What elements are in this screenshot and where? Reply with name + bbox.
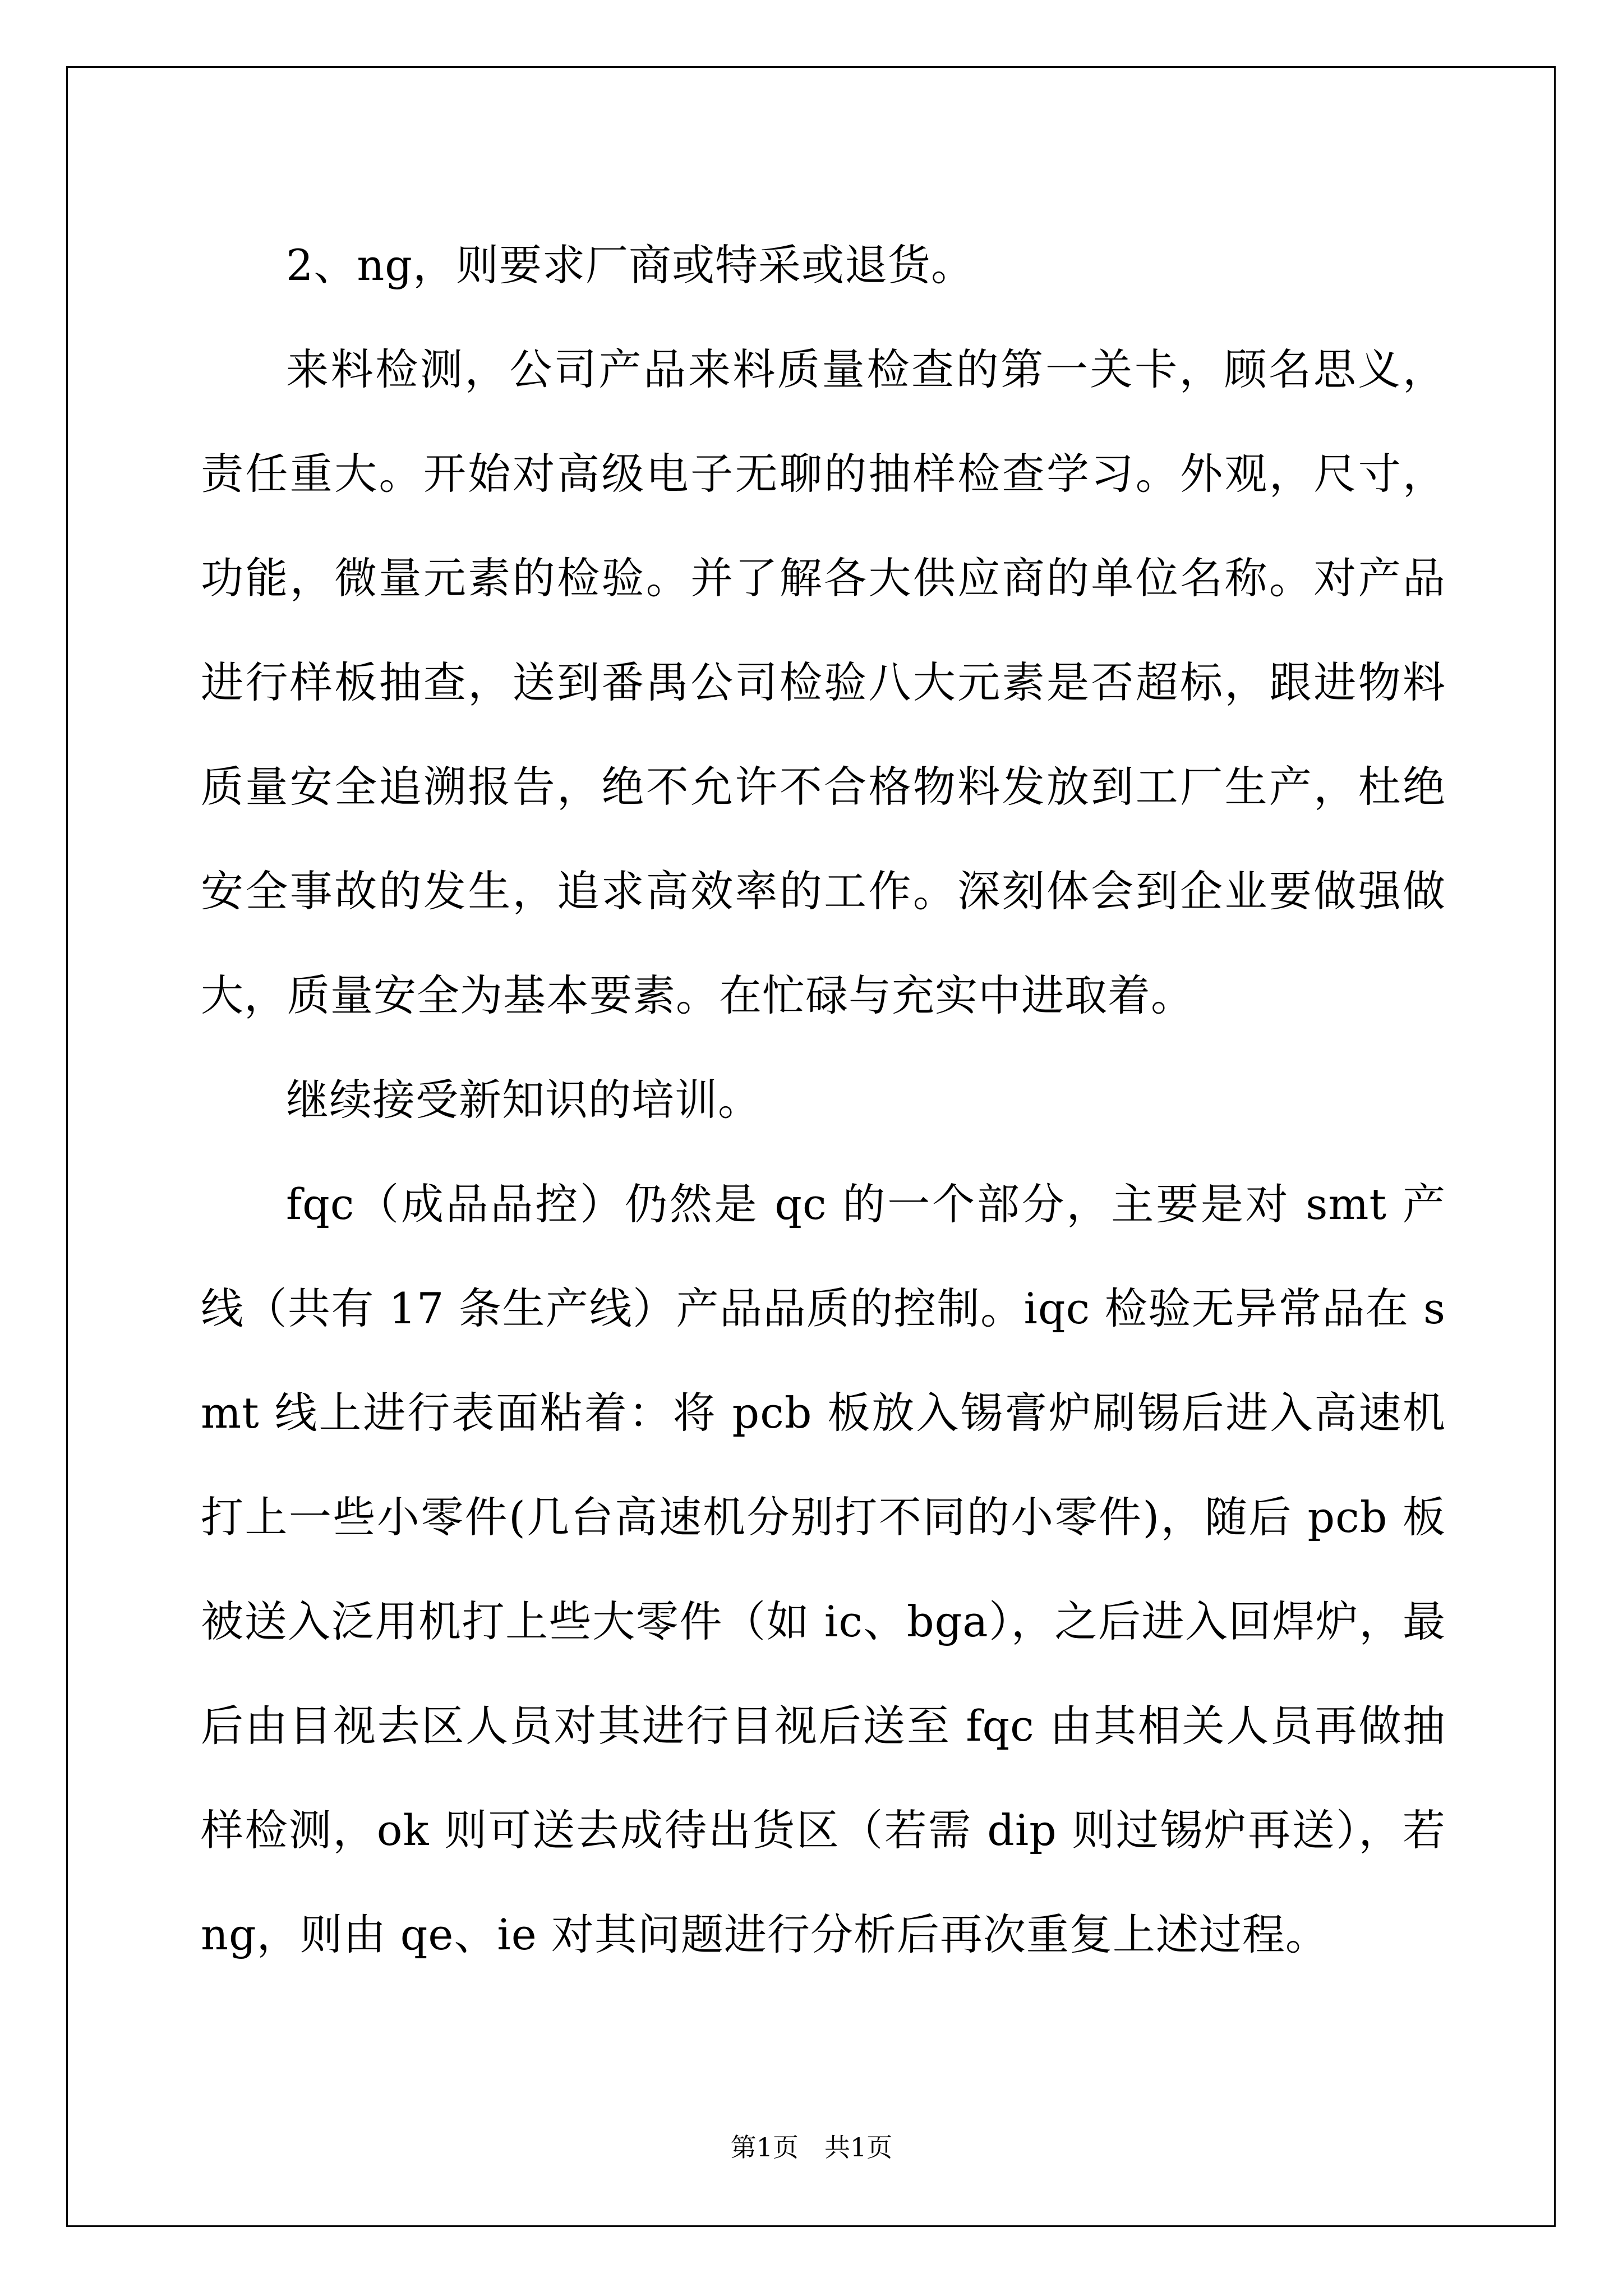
document-body (201, 213, 1446, 1987)
page-number-total: 共1页 (824, 2132, 893, 2162)
paragraph-ng-handling: 2、ng，则要求厂商或特采或退货。 (286, 240, 974, 290)
page-number-current: 第1页 (730, 2132, 799, 2162)
paragraph-incoming-inspection: 来料检测，公司产品来料质量检查的第一关卡，顾名思义，责任重大。开始对高级电子无聊的抽样检查学习。外观，尺寸，功能，微量元素的检验。并了解各大供应商的单位名称。对产品进行样板抽查，送到番禺公司检验八大元素是否超标，跟进物料质量安全追溯报告，绝不允许不合格物料发放到工厂生产，杜绝安全事故的发生，追求高效率的工作。深刻体会到企业要做强做大，质量安全为基本要素。在忙碌与充实中进取着。 (201, 344, 1446, 1020)
page-footer (0, 2131, 1623, 2164)
paragraph-training: 继续接受新知识的培训。 (286, 1075, 761, 1125)
paragraph-fqc-process: fqc（成品品控）仍然是 qc 的一个部分，主要是对 smt 产线（共有 17 条生产线）产品品质的控制。iqc 检验无异常品在 smt 线上进行表面粘着：将 pcb 板放入锡膏炉刷锡后进入高速机打上一些小零件(几台高速机分别打不同的小零件)，随后 pcb 板被送入泛用机打上些大零件（如 ic、bga），之后进入回焊炉，最后由目视去区人员对其进行目视后送至 fqc 由其相关人员再做抽样检测，ok 则可送去成待出货区（若需 dip 则过锡炉再送），若 ng，则由 qe、ie 对其问题进行分析后再次重复上述过程。 (201, 1179, 1446, 1959)
